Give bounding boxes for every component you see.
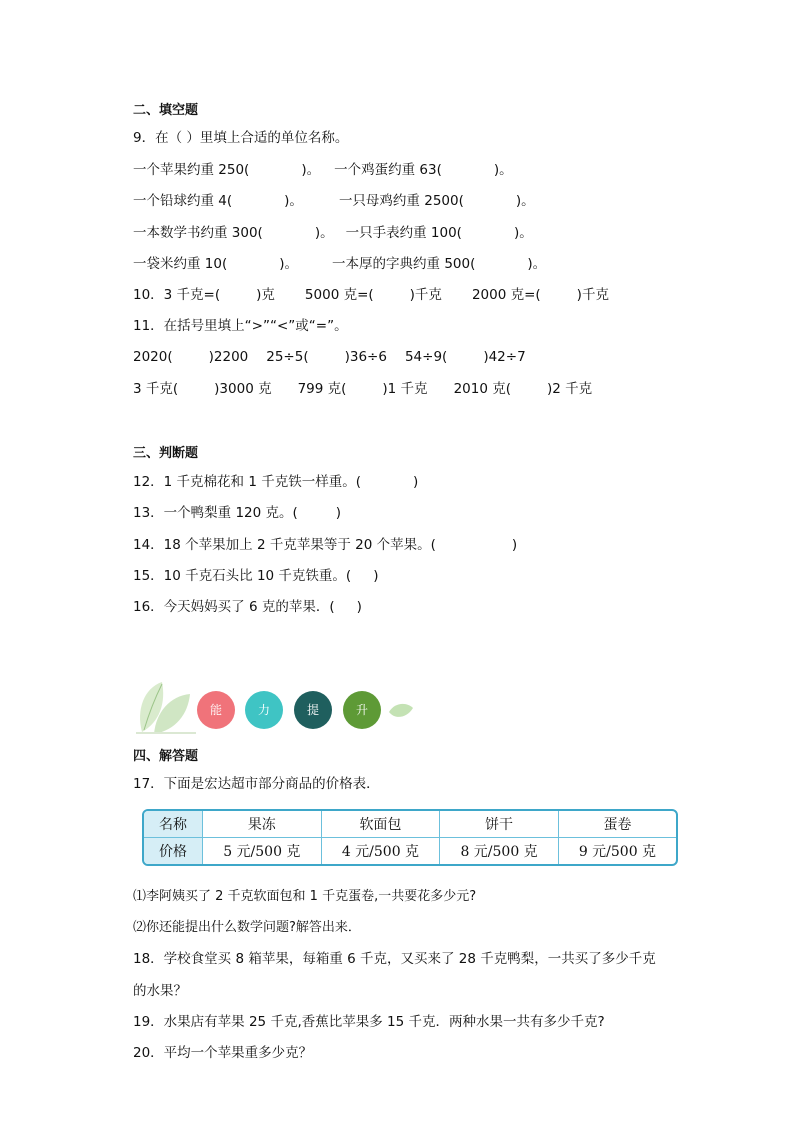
- leaf-decoration-icon: [134, 680, 194, 736]
- small-leaf-icon: [387, 700, 415, 722]
- question-16: 16．今天妈妈买了 6 克的苹果．( ): [133, 599, 362, 615]
- question-9-title: 9．在（ ）里填上合适的单位名称。: [133, 130, 349, 146]
- question-17-part-1: ⑴李阿姨买了 2 千克软面包和 1 千克蛋卷,一共要花多少元?: [133, 889, 477, 904]
- banner-underline: [136, 732, 196, 734]
- table-cell: 名称: [144, 811, 203, 838]
- price-table: [142, 809, 678, 866]
- section-heading-true-false: 三、判断题: [133, 446, 199, 461]
- table-cell: 蛋卷: [559, 811, 676, 838]
- table-cell: 价格: [144, 838, 203, 864]
- section-heading-fill-blank: 二、填空题: [133, 103, 199, 118]
- table-cell: 9 元/500 克: [578, 844, 657, 860]
- question-9-row-2: 一个铅球约重 4( )。 一只母鸡约重 2500( )。: [133, 193, 535, 209]
- question-9-row-3: 一本数学书约重 300( )。 一只手表约重 100( )。: [133, 225, 533, 241]
- section-heading-word-problems: 四、解答题: [133, 749, 199, 764]
- question-9-row-1: 一个苹果约重 250( )。 一个鸡蛋约重 63( )。: [133, 162, 513, 178]
- banner-badge-1: 能: [197, 691, 235, 729]
- question-18-line-1: 18．学校食堂买 8 箱苹果，每箱重 6 千克，又买来了 28 千克鸭梨，一共买了多少千克: [133, 951, 656, 967]
- table-row: [144, 811, 676, 838]
- table-cell: 饼干: [440, 811, 559, 838]
- question-19: 19．水果店有苹果 25 千克,香蕉比苹果多 15 千克．两种水果一共有多少千克?: [133, 1014, 605, 1030]
- table-cell: 8 元/500 克: [440, 838, 559, 864]
- question-18-line-2: 的水果？: [133, 983, 187, 999]
- question-11-row-1: 2020( )2200 25÷5( )36÷6 54÷9( )42÷7: [133, 349, 526, 365]
- table-row: [144, 838, 676, 864]
- question-12: 12．1 千克棉花和 1 千克铁一样重。( ): [133, 474, 419, 490]
- question-11-row-2: 3 千克( )3000 克 799 克( )1 千克 2010 克( )2 千克: [133, 381, 593, 397]
- table-cell: 4 元/500 克: [322, 838, 441, 864]
- table-cell: 软面包: [322, 811, 441, 838]
- table-cell: 5 元/500 克: [203, 838, 322, 864]
- question-13: 13．一个鸭梨重 120 克。( ): [133, 505, 342, 521]
- question-17-title: 17．下面是宏达超市部分商品的价格表．: [133, 776, 380, 792]
- question-14: 14．18 个苹果加上 2 千克苹果等于 20 个苹果。( ): [133, 537, 518, 553]
- question-10: 10．3 千克=( )克 5000 克=( )千克 2000 克=( )千克: [133, 287, 609, 303]
- question-20: 20．平均一个苹果重多少克？: [133, 1045, 313, 1061]
- question-9-row-4: 一袋米约重 10( )。 一本厚的字典约重 500( )。: [133, 256, 547, 272]
- banner-badge-3: 提: [294, 691, 332, 729]
- banner-badge-4: 升: [343, 691, 381, 729]
- question-11-title: 11．在括号里填上“>”“<”或“=”。: [133, 318, 348, 334]
- question-17-part-2: ⑵你还能提出什么数学问题?解答出来．: [133, 920, 361, 935]
- banner-badge-2: 力: [245, 691, 283, 729]
- table-cell: 果冻: [203, 811, 322, 838]
- question-15: 15．10 千克石头比 10 千克铁重。( ): [133, 568, 379, 584]
